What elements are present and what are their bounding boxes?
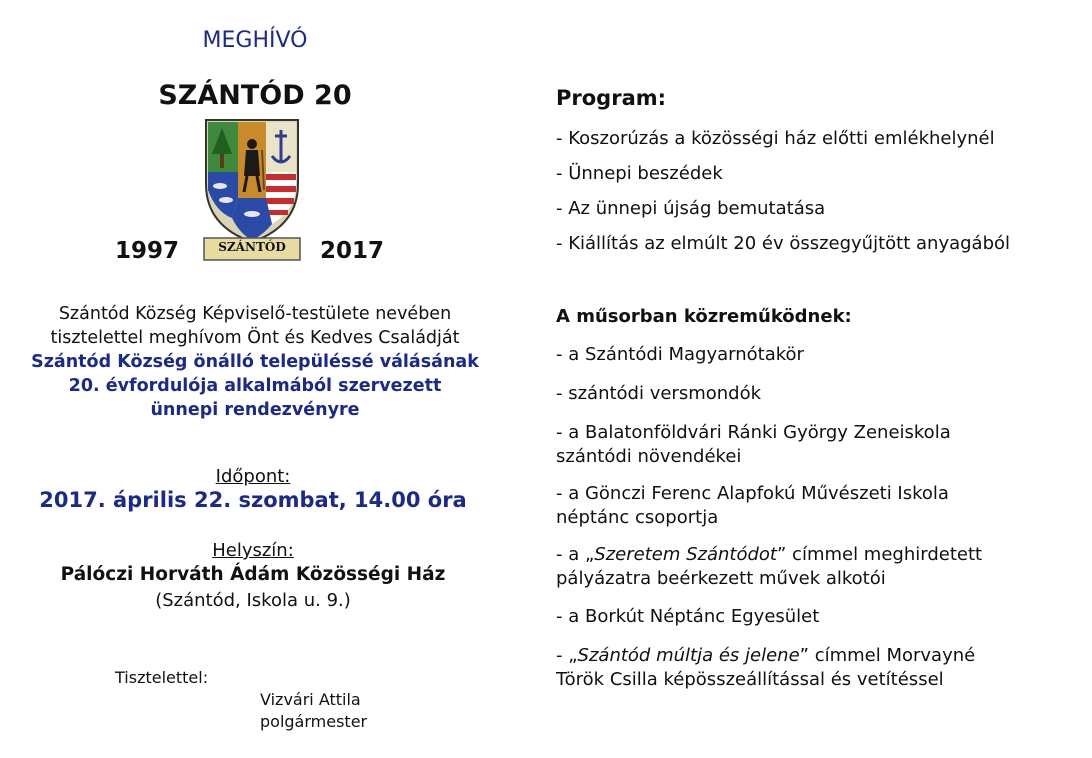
page-title: SZÁNTÓD 20 [158, 80, 352, 111]
performer-item: - a Szántódi Magyarnótakör [556, 344, 804, 365]
performer-line: szántódi növendékei [556, 446, 742, 467]
performer-line: néptánc csoportja [556, 507, 719, 528]
performer-item: - szántódi versmondók [556, 383, 762, 404]
performer-line [556, 644, 1076, 668]
signer-title: polgármester [260, 712, 368, 731]
performer-item [556, 482, 1076, 530]
program-item: - Koszorúzás a közösségi ház előtti emlékhelynél [556, 128, 995, 149]
performer-line: - a Balatonföldvári Ránki György Zeneiskola [556, 422, 951, 443]
coat-of-arms [202, 114, 302, 264]
invitation-line: Szántód Község Képviselő-testülete nevében [58, 304, 452, 324]
program-item: - Kiállítás az elmúlt 20 év összegyűjtött anyagából [556, 233, 1011, 254]
performer-line: Török Csilla képösszeállítással és vetítéssel [556, 669, 944, 690]
time-label: Időpont: [215, 466, 291, 487]
crest-banner-text: SZÁNTÓD [218, 240, 286, 254]
performer-item [556, 644, 1076, 692]
performer-line [556, 543, 1076, 567]
invitation-line-highlight: Szántód Község önálló településsé válásának [31, 352, 479, 372]
place-label: Helyszín: [212, 540, 294, 561]
performer-text: - a „ [556, 544, 595, 565]
performer-text: ” címmel meghirdetett [777, 544, 983, 565]
regards-text: Tisztelettel: [115, 668, 209, 687]
time-value: 2017. április 22. szombat, 14.00 óra [39, 488, 467, 512]
program-item: - Az ünnepi újság bemutatása [556, 198, 826, 219]
performer-text: ” címmel Morvayné [799, 645, 976, 666]
performer-item [556, 421, 1076, 469]
invitation-text [0, 302, 510, 422]
place-name: Pálóczi Horváth Ádám Közösségi Ház [60, 564, 446, 585]
performer-italic: Szántód múltja és jelene [577, 645, 800, 666]
invitation-line-highlight: ünnepi rendezvényre [150, 400, 360, 420]
invitation-line: tisztelettel meghívom Önt és Kedves Családját [50, 328, 460, 348]
performer-line: pályázatra beérkezett művek alkotói [556, 568, 886, 589]
performer-item: - a Borkút Néptánc Egyesület [556, 606, 820, 627]
signer-name: Vizvári Attila [260, 690, 361, 709]
program-heading: Program: [556, 86, 667, 110]
performer-text: - „ [556, 645, 578, 666]
place-address: (Szántód, Iskola u. 9.) [155, 590, 351, 611]
year-start: 1997 [115, 238, 180, 264]
performer-line: - a Gönczi Ferenc Alapfokú Művészeti Iskola [556, 483, 949, 504]
program-item: - Ünnepi beszédek [556, 163, 723, 184]
year-end: 2017 [320, 238, 385, 264]
invitation-label: MEGHÍVÓ [202, 28, 308, 53]
performers-heading: A műsorban közreműködnek: [556, 306, 852, 327]
invitation-line-highlight: 20. évfordulója alkalmából szervezett [68, 376, 442, 396]
performer-item [556, 543, 1076, 591]
performer-italic: Szeretem Szántódot [594, 544, 777, 565]
